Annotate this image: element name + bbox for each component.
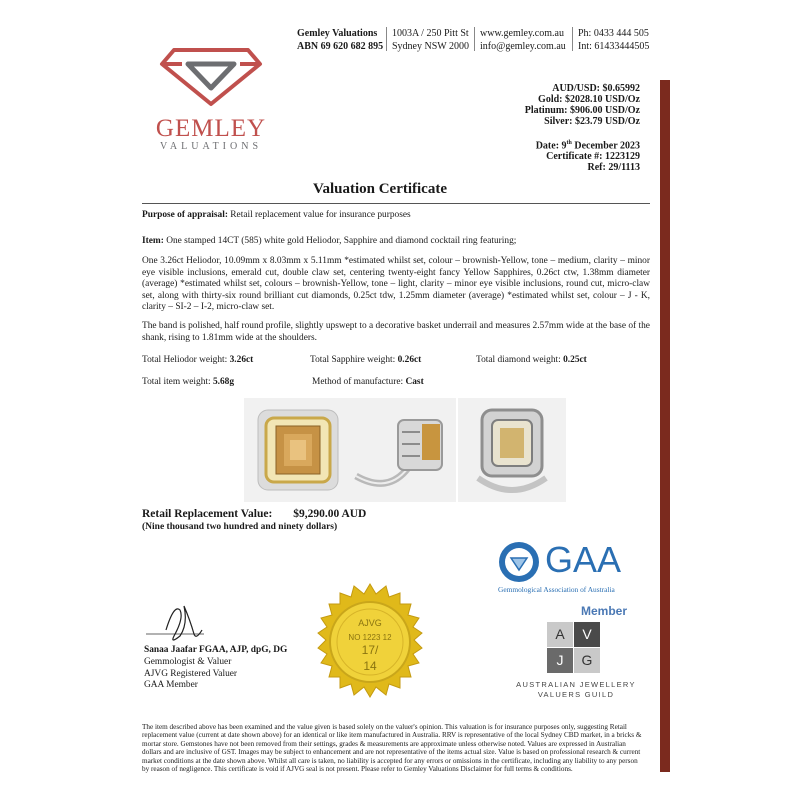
signer-block <box>144 645 287 692</box>
gaa-fullname: Gemmological Association of Australia <box>498 585 615 594</box>
retail-value <box>142 508 366 520</box>
address-block <box>392 27 469 53</box>
logo-subtitle: VALUATIONS <box>159 141 263 152</box>
logo-wordmark: GEMLEY <box>155 115 267 142</box>
ajvg-v: V <box>574 622 600 647</box>
divider <box>386 27 387 51</box>
company-block <box>297 27 383 53</box>
value-in-words: (Nine thousand two hundred and ninety dollars) <box>142 522 338 532</box>
address-line1: 1003A / 250 Pitt St <box>392 28 469 39</box>
address-line2: Sydney NSW 2000 <box>392 41 470 52</box>
item-line: Item: One stamped 14CT (585) white gold Heliodor, Sapphire and diamond cocktail ring featuring; <box>142 236 517 246</box>
seal-text: AJVG <box>358 618 382 628</box>
silver-price: Silver: $23.79 USD/Oz <box>544 116 640 127</box>
heliodor-weight: Total Heliodor weight: 3.26ct <box>142 355 254 365</box>
gaa-globe-icon <box>497 540 541 584</box>
gaa-wordmark: GAA <box>545 539 622 580</box>
divider <box>474 27 475 51</box>
sapphire-weight: Total Sapphire weight: 0.26ct <box>310 355 422 365</box>
reference: Ref: 29/1113 <box>587 162 640 174</box>
band-description: The band is polished, half round profile, slightly upswept to a decorative basket underrail and measures 2.57mm wide at the base of the shank, rising to 1.81mm wide at the shoulders. <box>142 321 650 343</box>
certificate-meta <box>536 138 640 173</box>
platinum-price: Platinum: $906.00 USD/Oz <box>524 105 640 116</box>
ajvg-seal <box>308 582 432 711</box>
ajvg-caption: AUSTRALIAN JEWELLERY VALUERS GUILD <box>516 680 636 699</box>
certificate-number: Certificate #: 1223129 <box>546 151 640 163</box>
member-label: Member <box>581 604 628 618</box>
rates-block <box>525 83 640 127</box>
signature <box>144 600 234 651</box>
retail-value-label: Retail Replacement Value: <box>142 508 273 520</box>
ring-photo-front <box>244 398 352 502</box>
seal-line4: 14 <box>363 659 377 673</box>
gaa-logo <box>497 540 541 589</box>
disclaimer: The item described above has been examined and the value given is based solely on the valuer's opinion. This valuation is for insurance purposes only, suggesting Retail replacement value (current at date shown above) for an identical or like item manufactured in Australia. RRV is representative of the local Sydney CBD market, in a bricks & mortar store. Gemstones have not been removed from their settings, grades & measurements are approximate unless otherwise noted. Values are expressed in Australian dollars and are inclusive of GST. Images may be subject to enhancement and are not representative of the items actual size. Value is based on professional research & current market conditions at the date shown above. Whilst all care is taken, no liability is accepted for any errors or omissions in the certificate, including any liability to any person by reason of negligence. This certificate is void if AJVG seal is not present. Please refer to Gemley Valuations Disclaimer for full terms & conditions. <box>142 723 642 774</box>
web-block <box>480 27 566 53</box>
signer-membership: GAA Member <box>144 680 198 691</box>
phone-block <box>578 27 649 53</box>
item-weight: Total item weight: 5.68g <box>142 377 235 387</box>
signer-registration: AJVG Registered Valuer <box>144 668 238 679</box>
ajvg-logo <box>547 622 607 676</box>
gemley-logo <box>152 42 270 152</box>
intl-phone: Int: 61433444505 <box>578 41 650 52</box>
item-description: One 3.26ct Heliodor, 10.09mm x 8.03mm x 5.11mm *estimated whilst set, colour – brownish-Yellow, tone – medium, clarity – minor eye visible inclusions, emerald cut, double claw set, centering twenty-eight fancy Yellow Sapphires, 0.26ct ctw, 1.38mm diameter (average) *estimated whilst set, colours – brownish-Yellow, tone – light, clarity – minor eye visible inclusions, round cut, micro-claw set, along with thirty-six round brilliant cut diamonds, 0.25ct tdw, 1.25mm diameter (average) *estimated whilst set, colour – J - K, clarity – SI-2 – I-2, micro-claw set. <box>142 256 650 313</box>
abn: ABN 69 620 682 895 <box>297 41 384 52</box>
seal-line3: 17/ <box>361 643 379 657</box>
company-name: Gemley Valuations <box>297 28 378 39</box>
ajvg-g: G <box>574 648 600 673</box>
signer-role: Gemmologist & Valuer <box>144 656 232 667</box>
ring-photo-side <box>348 398 456 502</box>
page-title: Valuation Certificate <box>312 181 447 197</box>
date: Date: 9th December 2023 <box>535 140 640 152</box>
title-rule <box>142 203 650 204</box>
website-link[interactable]: www.gemley.com.au <box>480 28 564 39</box>
aud-usd-rate: AUD/USD: $0.65992 <box>552 83 640 94</box>
manufacture-method: Method of manufacture: Cast <box>312 377 424 387</box>
ajvg-j: J <box>547 648 573 673</box>
diamond-weight: Total diamond weight: 0.25ct <box>476 355 587 365</box>
ring-photo-back <box>458 398 566 502</box>
email-link[interactable]: info@gemley.com.au <box>480 41 566 52</box>
seal-number: NO 1223 12 <box>348 633 392 642</box>
purpose-line: Purpose of appraisal: Retail replacement value for insurance purposes <box>142 210 411 220</box>
gold-price: Gold: $2028.10 USD/Oz <box>538 94 640 105</box>
divider <box>572 27 573 51</box>
phone: Ph: 0433 444 505 <box>578 28 649 39</box>
retail-value-amount: $9,290.00 AUD <box>293 508 367 520</box>
signer-name: Sanaa Jaafar FGAA, AJP, dpG, DG <box>144 645 288 655</box>
ajvg-a: A <box>547 622 573 647</box>
diamond-icon <box>152 42 270 112</box>
